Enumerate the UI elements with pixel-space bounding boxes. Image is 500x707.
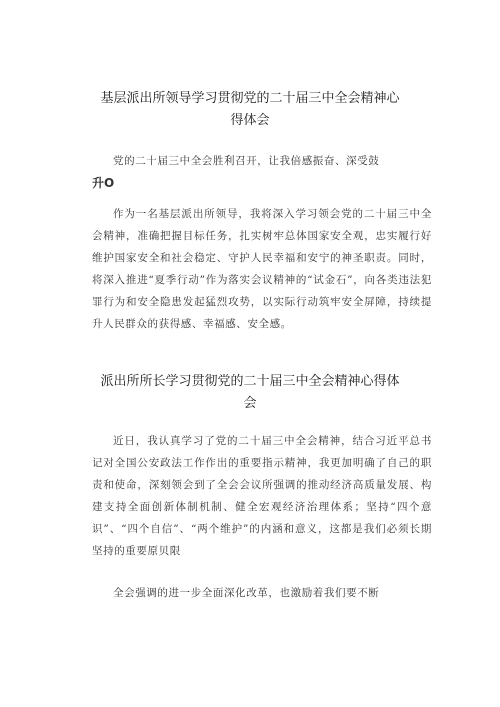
section2-paragraph1: 近日，我认真学习了党的二十届三中全会精神，结合习近平总书记对全国公安政法工作作出的重要指示精神，我更加明确了自己的职责和使命，深刻领会到了全会会议所强调的推动经济高质量发展、构建支持全面创新体制机制、健全宏观经济治理体系；坚持“四个意识”、“四个自信”、“两个维护”的内涵和意义，这都是我们必须长期坚持的重要原贝限 bbox=[92, 435, 432, 557]
section1-intro-line1: 党的二十届三中全会胜利召开，让我倍感振奋、深受鼓 bbox=[113, 155, 380, 167]
section1-title bbox=[70, 88, 430, 132]
section2-title-line1: 派出所所长学习贯彻党的二十届三中全会精神心得体 bbox=[100, 374, 400, 389]
section1-intro-line2 bbox=[92, 172, 432, 195]
section1-paragraph: 作为一名基层派出所领导，我将深入学习领会党的二十届三中全会精神，准确把握目标任务，扎实树牢总体国家安全观，忠实履行好维护国家安全和社会稳定、守护人民幸福和安宁的神圣职责。同时，将深入推进“夏季行动”作为落实会议精神的“试金石”，向各类违法犯罪行为和安全隐患发起猛烈攻势，以实际行动筑牢安全屏障，持续提升人民群众的获得感、幸福感、安全感。 bbox=[92, 208, 432, 330]
section2-paragraph2: 全会强调的进一步全面深化改革，也激励着我们要不断 bbox=[113, 587, 380, 599]
section1-intro-line2-text: 升O bbox=[92, 176, 115, 190]
section1-title-line2: 得体会 bbox=[230, 113, 270, 128]
section2-title-line2: 会 bbox=[243, 396, 257, 411]
section1-title-line1: 基层派出所领导学习贯彻党的二十届三中全会精神心 bbox=[100, 91, 400, 106]
section2-title bbox=[70, 371, 430, 415]
